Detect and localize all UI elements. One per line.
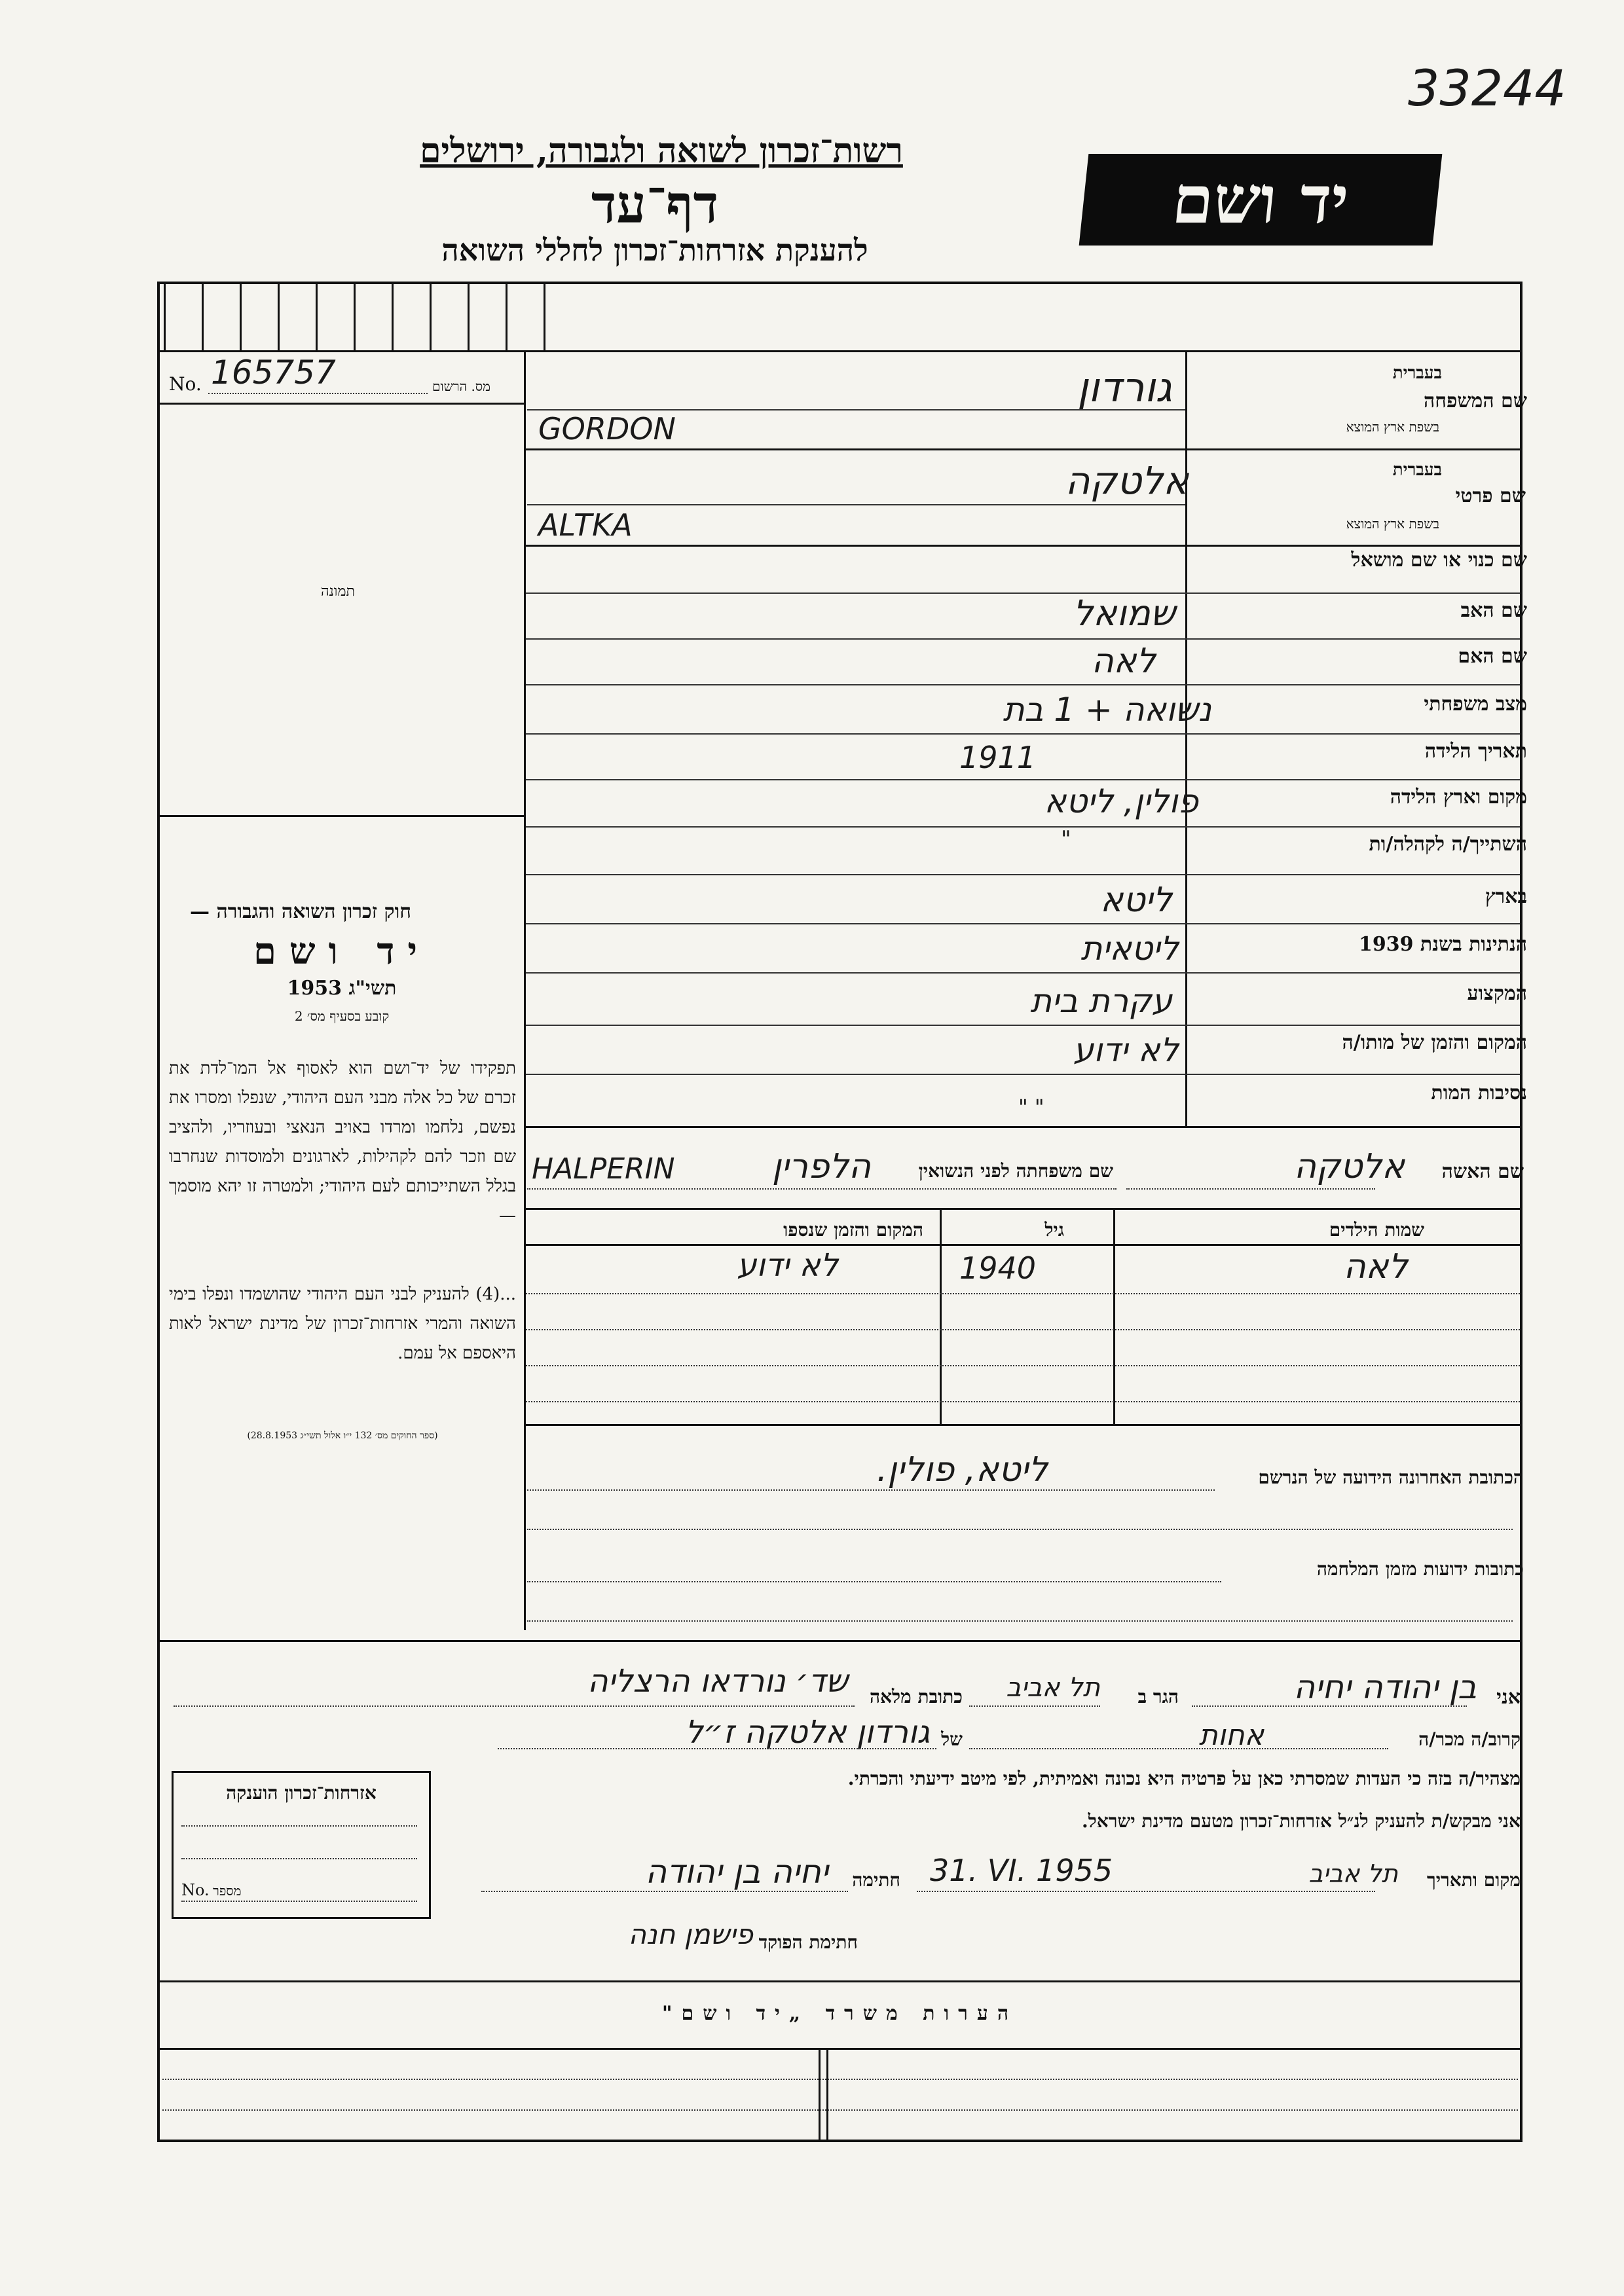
- frame-left: [157, 282, 160, 2142]
- decl-date-line: [917, 1891, 1375, 1892]
- law-title: חוק זכרון השואה והגבורה —: [190, 900, 411, 923]
- label-first-origin: בשפת ארץ המוצא: [1346, 516, 1439, 532]
- row-first-bottom: [526, 545, 1520, 547]
- address-line-4: [527, 1620, 1513, 1622]
- decl-residing-label: הגר ב: [1137, 1686, 1179, 1707]
- label-birth-date: תאריך הלידה: [1424, 740, 1527, 763]
- row-birth-date-line: [526, 779, 1520, 780]
- child-name: לאה: [1343, 1247, 1408, 1286]
- decl-of-label: של: [941, 1728, 963, 1750]
- form-subtitle: להענקת אזרחות־זכרון לחללי השואה: [441, 232, 868, 268]
- child-age: 1940: [959, 1250, 1037, 1286]
- registration-no-label: No.: [169, 373, 202, 395]
- decl-relation: אחות: [1198, 1719, 1264, 1752]
- value-birth-date: 1911: [959, 740, 1037, 775]
- row-marital-line: [526, 733, 1520, 735]
- children-col-2: [1113, 1208, 1115, 1424]
- label-family-name: שם המשפחה: [1423, 390, 1527, 412]
- row-mother-line: [526, 684, 1520, 685]
- notes-divider-a: [819, 2048, 821, 2140]
- line-wife: [1126, 1188, 1375, 1190]
- label-citizenship: הנתינות בשנת 1939: [1358, 933, 1527, 956]
- decl-date: 31. VI. 1955: [930, 1853, 1113, 1888]
- decl-signature-label: חתימה: [852, 1869, 900, 1891]
- decl-signature: יחיה בן יהודה: [645, 1853, 828, 1891]
- archive-number: 33244: [1408, 59, 1566, 117]
- value-last-address: ליטא, פולין.: [876, 1450, 1048, 1489]
- label-death-cause: נסיבות המות: [1431, 1082, 1527, 1104]
- registration-number: 165757: [211, 354, 336, 392]
- authority-name: רשות־זכרון לשואה ולגבורה, ירושלים: [420, 131, 903, 171]
- decl-clerk: פישמן חנה: [628, 1918, 753, 1950]
- decl-i-label: אני: [1496, 1686, 1521, 1709]
- law-reference: (ספר החוקים מס׳ 132 י״ו אלול תשי״ג 28.8.1953): [247, 1430, 438, 1441]
- value-family-name-origin: GORDON: [538, 411, 676, 446]
- children-col-1: [940, 1208, 942, 1424]
- frame-bottom: [157, 2140, 1522, 2142]
- photo-label: תמונה: [321, 583, 355, 600]
- children-bottom: [526, 1424, 1520, 1426]
- law-name: יד ושם: [253, 930, 431, 973]
- value-profession: עקרת בית: [1030, 982, 1172, 1020]
- label-community: השתייך/ה לקהלה/ות: [1369, 833, 1527, 856]
- value-family-name-he: גורדון: [1077, 363, 1172, 411]
- line-maiden: [527, 1188, 1116, 1190]
- citizenship-line-1: [181, 1825, 417, 1827]
- decl-signature-line: [481, 1891, 848, 1892]
- value-first-name-origin: ALTKA: [538, 507, 633, 543]
- label-death-place-time: המקום והזמן של מותו/ה: [1342, 1031, 1527, 1054]
- line-first-he: [527, 504, 1185, 505]
- value-death-cause: " ": [1018, 1095, 1044, 1120]
- decl-address: שד׳ נורדאו הרצליה: [587, 1663, 848, 1700]
- decl-of-value: גורדון אלטקה ז״ל: [685, 1714, 930, 1751]
- decl-city-line: [969, 1705, 1100, 1707]
- header-death-where: המקום והזמן שנספו: [783, 1219, 923, 1241]
- value-first-name-he: אלטקה: [1065, 458, 1189, 503]
- decl-statement-2: אני מבקש/ת להעניק לנ״ל אזרחות־זכרון מטעם מדינת ישראל.: [1081, 1810, 1521, 1832]
- value-birth-place: פולין, ליטא: [1044, 782, 1198, 820]
- decl-of-line: [498, 1748, 936, 1749]
- citizenship-number-label: מספר: [213, 1883, 242, 1899]
- line-family-he: [527, 409, 1185, 410]
- law-year: תשי"ג 1953: [287, 977, 397, 1000]
- address-line-1: [527, 1489, 1215, 1491]
- value-citizenship: ליטאית: [1080, 930, 1179, 968]
- logo-text: יד ושם: [1168, 161, 1353, 238]
- decl-place-date-label: מקום ותאריך: [1426, 1869, 1521, 1891]
- yad-vashem-logo: [1079, 154, 1443, 246]
- notes-line-1: [162, 2079, 1518, 2080]
- label-family-origin: בשפת ארץ המוצא: [1346, 419, 1439, 435]
- tick-row-line: [157, 350, 1522, 352]
- law-body: תפקידו של יד־ושם הוא לאסוף אל המו־לדת את זכרם של כל אלה מבני העם היהודי, שנפלו ומסרו את נפשם, נלחמו ומרדו באויב הנאצי ובעוזריו, ולהציב שם וזכר להם לקהילות, לארגונים ולמוסדות שנחרבו בגלל השתייכותם לעם היהודי; ולמטרה זו יהא מוסמך —: [169, 1059, 516, 1226]
- label-birth-place: מקום וארץ הלידה: [1390, 786, 1527, 809]
- value-country: ליטא: [1100, 881, 1172, 920]
- citizenship-line-3: [181, 1901, 417, 1902]
- row-death-cause-bottom: [526, 1126, 1520, 1128]
- label-maiden-name: שם משפחתה לפני הנשואין: [918, 1160, 1113, 1182]
- child-row-3: [526, 1365, 1520, 1366]
- data-section-bottom: [160, 1640, 1520, 1642]
- decl-place: תל אביב: [1308, 1859, 1398, 1888]
- label-father: שם האב: [1460, 599, 1527, 622]
- child-row-2: [526, 1329, 1520, 1330]
- citizenship-line-2: [181, 1858, 417, 1859]
- row-citizenship-line: [526, 972, 1520, 974]
- label-nickname: שם כנוי או שם מושאל: [1351, 549, 1527, 572]
- label-wife-name: שם האשה: [1441, 1160, 1524, 1183]
- label-profession: המקצוע: [1467, 982, 1527, 1005]
- notes-line-2: [162, 2109, 1518, 2111]
- decl-name-line: [1192, 1705, 1467, 1707]
- label-marital: מצב משפחתי: [1424, 693, 1527, 716]
- decl-address-line: [174, 1705, 855, 1707]
- children-header-line: [526, 1244, 1520, 1246]
- header-age: גיל: [1044, 1219, 1064, 1241]
- notes-top-line: [160, 1980, 1520, 1982]
- citizenship-box: [172, 1771, 431, 1919]
- form-title: דף־עד: [591, 173, 719, 235]
- office-notes-title: הערות משרד „יד ושם": [661, 2002, 1018, 2025]
- value-father: שמואל: [1073, 592, 1175, 634]
- citizenship-no-label: No.: [181, 1881, 210, 1899]
- label-first-hebrew: בעברית: [1392, 460, 1442, 480]
- decl-clerk-label: חתימת הפוקד: [758, 1931, 858, 1953]
- address-line-2: [527, 1529, 1513, 1530]
- row-wife-bottom: [526, 1208, 1520, 1210]
- value-death-place-time: לא ידוע: [1073, 1031, 1179, 1069]
- decl-name: בן יהודה יחיה: [1293, 1668, 1477, 1706]
- value-wife-name: אלטקה: [1294, 1147, 1405, 1186]
- address-line-3: [527, 1581, 1221, 1582]
- row-birth-place-line: [526, 826, 1520, 828]
- row-father-line: [526, 638, 1520, 640]
- label-mother: שם האם: [1458, 645, 1527, 668]
- law-clause: קובע בסעיף מס׳ 2: [294, 1008, 390, 1024]
- value-community: ": [1061, 826, 1071, 852]
- notes-header-line: [160, 2048, 1520, 2050]
- label-war-addresses: כתובות ידועות מזמן המלחמה: [1316, 1558, 1524, 1580]
- law-clause4: ...(4) להעניק לבני העם היהודי שהושמדו ונפלו בימי השואה והמרי אזרחות־זכרון של מדינת ישראל לאות היאספם אל עמם.: [169, 1285, 516, 1363]
- decl-relation-line: [969, 1748, 1388, 1749]
- row-death-place-line: [526, 1074, 1520, 1075]
- row-profession-line: [526, 1025, 1520, 1026]
- decl-statement-1: מצהיר/ה בזה כי העדות שמסרתי כאן על פרטיה היא נכונה ואמיתית, לפי מיטב ידיעתי והכרתי.: [847, 1768, 1521, 1789]
- decl-city: תל אביב: [1006, 1673, 1100, 1703]
- registration-line: [208, 393, 428, 394]
- child-death: לא ידוע: [737, 1247, 838, 1284]
- child-row-1: [526, 1293, 1520, 1294]
- row-community-line: [526, 874, 1520, 875]
- photo-box-top: [160, 403, 524, 405]
- label-first-name: שם פרטי: [1455, 484, 1526, 507]
- left-column-divider: [524, 350, 526, 1630]
- label-last-address: הכתובת האחרונה הידועה של הנרשם: [1258, 1467, 1524, 1488]
- label-country: בארץ: [1485, 885, 1527, 908]
- value-maiden-name-he: הלפרין: [771, 1147, 871, 1186]
- row-nickname-line: [526, 592, 1520, 594]
- header-children-names: שמות הילדים: [1329, 1219, 1424, 1241]
- citizenship-box-title: אזרחות־זכרון הוענקה: [226, 1782, 377, 1804]
- row-family-bottom: [526, 448, 1520, 450]
- row-country-line: [526, 923, 1520, 924]
- photo-box-bottom: [160, 815, 524, 817]
- registration-mas-label: מס. הרשום: [432, 378, 491, 394]
- label-family-hebrew: בעברית: [1392, 363, 1442, 383]
- value-mother: לאה: [1091, 642, 1156, 681]
- decl-address-label: כתובת מלאה: [869, 1686, 963, 1707]
- notes-divider-b: [826, 2048, 828, 2140]
- decl-relation-label: קרוב/ה מכר/ה: [1418, 1728, 1521, 1750]
- value-maiden-name-origin: HALPERIN: [532, 1152, 675, 1186]
- child-row-4: [526, 1401, 1520, 1402]
- value-marital: נשואה + 1 בת: [1003, 691, 1211, 729]
- tick-boxes: [164, 284, 557, 350]
